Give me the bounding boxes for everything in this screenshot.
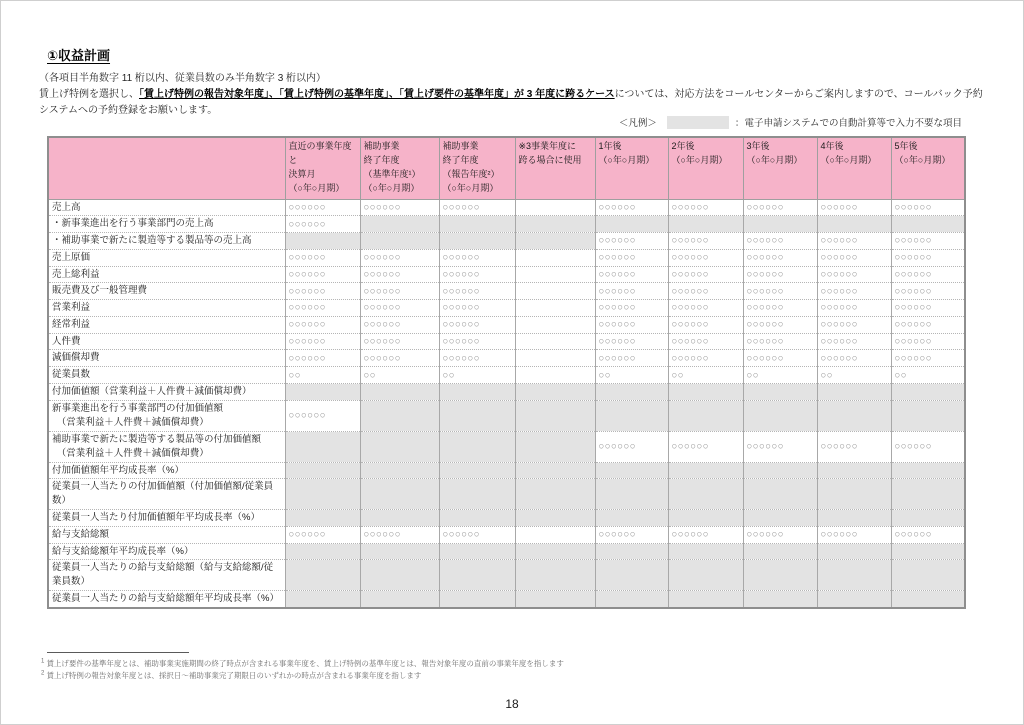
input-placeholder-cell: ○○○○○○: [891, 199, 965, 216]
auto-calc-cell: [743, 560, 817, 591]
auto-calc-cell: [439, 233, 515, 250]
input-placeholder-cell: ○○○○○○: [285, 333, 360, 350]
row-label: 減価償却費: [48, 350, 285, 367]
auto-calc-cell: [439, 509, 515, 526]
auto-calc-cell: [817, 462, 891, 479]
auto-calc-cell: [595, 560, 668, 591]
row-label: 営業利益: [48, 300, 285, 317]
table-row: [48, 383, 965, 400]
input-placeholder-cell: ○○○○○○: [891, 526, 965, 543]
auto-calc-cell: [515, 509, 595, 526]
table-row: [48, 509, 965, 526]
input-placeholder-cell: ○○○○○○: [285, 350, 360, 367]
row-label: ・新事業進出を行う事業部門の売上高: [48, 216, 285, 233]
auto-calc-cell: [439, 479, 515, 510]
input-placeholder-cell: ○○: [668, 367, 743, 384]
auto-calc-cell: [360, 216, 439, 233]
input-placeholder-cell: ○○○○○○: [743, 300, 817, 317]
auto-calc-cell: [743, 590, 817, 607]
input-placeholder-cell: ○○○○○○: [817, 431, 891, 462]
input-placeholder-cell: ○○: [439, 367, 515, 384]
table-row: [48, 560, 965, 591]
auto-calc-cell: [439, 400, 515, 431]
footnote-text: 賃上げ要件の基準年度とは、補助事業実施期間の終了時点が含まれる事業年度を、賃上げ特例の基準年度とは、報告対象年度の直前の事業年度を指します: [46, 659, 564, 668]
auto-calc-cell: [515, 462, 595, 479]
auto-calc-cell: [285, 462, 360, 479]
row-label: 給与支給総額年平均成長率（%）: [48, 543, 285, 560]
input-placeholder-cell: ○○○○○○: [285, 249, 360, 266]
auto-calc-cell: [817, 543, 891, 560]
input-placeholder-cell: ○○○○○○: [595, 233, 668, 250]
row-label: 売上原価: [48, 249, 285, 266]
auto-calc-cell: [439, 216, 515, 233]
table-header-cell: 2年後 （○年○月期）: [668, 137, 743, 199]
row-label: 売上高: [48, 199, 285, 216]
input-placeholder-cell: ○○○○○○: [743, 333, 817, 350]
auto-calc-cell: [668, 560, 743, 591]
auto-calc-cell: [515, 479, 595, 510]
input-placeholder-cell: ○○○○○○: [595, 300, 668, 317]
table-row: [48, 479, 965, 510]
input-placeholder-cell: ○○○○○○: [360, 526, 439, 543]
auto-calc-cell: [439, 543, 515, 560]
input-placeholder-cell: ○○○○○○: [360, 249, 439, 266]
auto-calc-cell: [285, 233, 360, 250]
row-label: 従業員一人当たりの給与支給総額年平均成長率（%）: [48, 590, 285, 607]
empty-cell: [515, 526, 595, 543]
table-row: [48, 316, 965, 333]
auto-calc-cell: [743, 462, 817, 479]
auto-calc-cell: [595, 462, 668, 479]
footnote-marker: 2: [41, 670, 45, 677]
row-label: 付加価値額年平均成長率（%）: [48, 462, 285, 479]
footnote-marker: 1: [41, 658, 45, 665]
row-label: 付加価値額（営業利益＋人件費＋減価償却費）: [48, 383, 285, 400]
input-placeholder-cell: ○○○○○○: [668, 526, 743, 543]
page-number: 18: [505, 697, 519, 711]
row-label: 経常利益: [48, 316, 285, 333]
table-row: [48, 199, 965, 216]
auto-calc-cell: [817, 590, 891, 607]
input-placeholder-cell: ○○○○○○: [817, 333, 891, 350]
input-placeholder-cell: ○○○○○○: [595, 249, 668, 266]
auto-calc-cell: [285, 431, 360, 462]
empty-cell: [515, 199, 595, 216]
auto-calc-cell: [891, 509, 965, 526]
input-placeholder-cell: ○○○○○○: [891, 333, 965, 350]
input-placeholder-cell: ○○○○○○: [817, 199, 891, 216]
auto-calc-cell: [360, 431, 439, 462]
input-placeholder-cell: ○○○○○○: [743, 350, 817, 367]
input-placeholder-cell: ○○○○○○: [439, 199, 515, 216]
row-label: ・補助事業で新たに製造等する製品等の売上高: [48, 233, 285, 250]
input-placeholder-cell: ○○○○○○: [595, 350, 668, 367]
auto-calc-cell: [817, 216, 891, 233]
auto-calc-cell: [515, 383, 595, 400]
auto-calc-cell: [743, 509, 817, 526]
auto-calc-cell: [668, 509, 743, 526]
auto-calc-cell: [285, 543, 360, 560]
auto-calc-cell: [743, 479, 817, 510]
auto-calc-cell: [668, 216, 743, 233]
auto-calc-cell: [360, 400, 439, 431]
table-row: [48, 216, 965, 233]
auto-calc-cell: [817, 509, 891, 526]
input-placeholder-cell: ○○○○○○: [360, 316, 439, 333]
input-placeholder-cell: ○○○○○○: [891, 431, 965, 462]
table-corner-cell: [48, 137, 285, 199]
row-label: 補助事業で新たに製造等する製品等の付加価値額 （営業利益＋人件費＋減価償却費）: [48, 431, 285, 462]
auto-calc-cell: [515, 590, 595, 607]
auto-calc-cell: [668, 462, 743, 479]
input-placeholder-cell: ○○○○○○: [743, 266, 817, 283]
table-row: [48, 367, 965, 384]
auto-calc-cell: [360, 560, 439, 591]
auto-calc-cell: [891, 400, 965, 431]
input-placeholder-cell: ○○○○○○: [817, 266, 891, 283]
auto-calc-cell: [891, 216, 965, 233]
input-placeholder-cell: ○○○○○○: [743, 283, 817, 300]
row-label: 従業員数: [48, 367, 285, 384]
input-placeholder-cell: ○○○○○○: [285, 216, 360, 233]
table-row: [48, 300, 965, 317]
input-placeholder-cell: ○○○○○○: [285, 300, 360, 317]
empty-cell: [515, 249, 595, 266]
auto-calc-cell: [817, 400, 891, 431]
intro-text-pre: 賃上げ特例を選択し、: [39, 89, 139, 100]
input-placeholder-cell: ○○○○○○: [360, 300, 439, 317]
input-placeholder-cell: ○○○○○○: [595, 316, 668, 333]
input-placeholder-cell: ○○○○○○: [285, 316, 360, 333]
auto-calc-cell: [439, 590, 515, 607]
input-placeholder-cell: ○○○○○○: [668, 283, 743, 300]
input-placeholder-cell: ○○○○○○: [360, 350, 439, 367]
table-row: [48, 431, 965, 462]
input-placeholder-cell: ○○○○○○: [285, 283, 360, 300]
input-placeholder-cell: ○○○○○○: [891, 266, 965, 283]
input-placeholder-cell: ○○○○○○: [439, 316, 515, 333]
auto-calc-cell: [360, 479, 439, 510]
legend-separator: ：: [734, 118, 745, 129]
input-placeholder-cell: ○○○○○○: [439, 300, 515, 317]
input-placeholder-cell: ○○: [891, 367, 965, 384]
table-body: [48, 199, 965, 608]
page-title: ①収益計画: [47, 48, 111, 63]
auto-calc-cell: [891, 543, 965, 560]
auto-calc-cell: [360, 383, 439, 400]
input-placeholder-cell: ○○○○○○: [817, 300, 891, 317]
auto-calc-cell: [891, 479, 965, 510]
auto-calc-cell: [668, 400, 743, 431]
auto-calc-cell: [515, 543, 595, 560]
input-placeholder-cell: ○○○○○○: [817, 350, 891, 367]
input-placeholder-cell: ○○: [595, 367, 668, 384]
auto-calc-cell: [668, 590, 743, 607]
input-placeholder-cell: ○○○○○○: [668, 350, 743, 367]
empty-cell: [515, 367, 595, 384]
input-placeholder-cell: ○○○○○○: [595, 431, 668, 462]
empty-cell: [515, 333, 595, 350]
input-placeholder-cell: ○○: [817, 367, 891, 384]
auto-calc-cell: [285, 560, 360, 591]
table-header-cell: 補助事業 終了年度 （報告年度²） （○年○月期）: [439, 137, 515, 199]
table-row: [48, 233, 965, 250]
auto-calc-cell: [360, 509, 439, 526]
empty-cell: [515, 316, 595, 333]
input-placeholder-cell: ○○○○○○: [817, 526, 891, 543]
input-placeholder-cell: ○○○○○○: [743, 431, 817, 462]
row-label: 売上総利益: [48, 266, 285, 283]
row-label: 従業員一人当たり付加価値額年平均成長率（%）: [48, 509, 285, 526]
input-placeholder-cell: ○○○○○○: [891, 350, 965, 367]
table-row: [48, 526, 965, 543]
auto-calc-cell: [595, 509, 668, 526]
auto-calc-cell: [595, 590, 668, 607]
row-label: 新事業進出を行う事業部門の付加価値額 （営業利益＋人件費＋減価償却費）: [48, 400, 285, 431]
auto-calc-cell: [515, 400, 595, 431]
legend: [619, 115, 962, 129]
table-row: [48, 333, 965, 350]
auto-calc-cell: [285, 509, 360, 526]
auto-calc-cell: [360, 233, 439, 250]
table-header-row: [48, 137, 965, 199]
auto-calc-cell: [891, 462, 965, 479]
auto-calc-cell: [360, 462, 439, 479]
auto-calc-cell: [743, 400, 817, 431]
input-placeholder-cell: ○○○○○○: [595, 333, 668, 350]
input-placeholder-cell: ○○: [285, 367, 360, 384]
auto-calc-cell: [515, 216, 595, 233]
input-placeholder-cell: ○○○○○○: [439, 350, 515, 367]
input-placeholder-cell: ○○○○○○: [285, 400, 360, 431]
auto-calc-cell: [891, 590, 965, 607]
table-row: [48, 543, 965, 560]
table-row: [48, 590, 965, 607]
input-placeholder-cell: ○○○○○○: [668, 300, 743, 317]
auto-calc-cell: [595, 383, 668, 400]
input-placeholder-cell: ○○○○○○: [668, 316, 743, 333]
empty-cell: [515, 283, 595, 300]
auto-calc-cell: [743, 216, 817, 233]
input-placeholder-cell: ○○○○○○: [743, 233, 817, 250]
input-placeholder-cell: ○○○○○○: [668, 266, 743, 283]
input-placeholder-cell: ○○○○○○: [817, 233, 891, 250]
intro-text-emphasis: 「賃上げ特例の報告対象年度」、「賃上げ特例の基準年度」、「賃上げ要件の基準年度」が 3 年度に跨るケース: [139, 89, 615, 100]
input-placeholder-cell: ○○○○○○: [439, 526, 515, 543]
table-row: [48, 400, 965, 431]
empty-cell: [515, 266, 595, 283]
auto-calc-cell: [439, 462, 515, 479]
input-placeholder-cell: ○○○○○○: [595, 266, 668, 283]
footnote: [41, 658, 841, 669]
input-placeholder-cell: ○○○○○○: [743, 316, 817, 333]
input-placeholder-cell: ○○○○○○: [743, 199, 817, 216]
table-header-cell: 4年後 （○年○月期）: [817, 137, 891, 199]
table-header-cell: 3年後 （○年○月期）: [743, 137, 817, 199]
auto-calc-cell: [515, 233, 595, 250]
auto-calc-cell: [891, 560, 965, 591]
table-row: [48, 249, 965, 266]
auto-calc-cell: [360, 590, 439, 607]
auto-calc-cell: [743, 383, 817, 400]
auto-calc-cell: [285, 383, 360, 400]
input-format-note: （各項目半角数字 11 桁以内、従業員数のみ半角数字 3 桁以内）: [39, 73, 327, 84]
auto-calc-cell: [668, 543, 743, 560]
auto-calc-cell: [817, 560, 891, 591]
auto-calc-cell: [439, 560, 515, 591]
table-header-cell: ※3事業年度に 跨る場合に使用: [515, 137, 595, 199]
auto-calc-cell: [891, 383, 965, 400]
auto-calc-cell: [360, 543, 439, 560]
input-placeholder-cell: ○○○○○○: [891, 316, 965, 333]
revenue-plan-table: [47, 136, 966, 609]
input-placeholder-cell: ○○○○○○: [360, 199, 439, 216]
auto-calc-cell: [743, 543, 817, 560]
auto-calc-cell: [817, 383, 891, 400]
input-placeholder-cell: ○○○○○○: [360, 333, 439, 350]
input-placeholder-cell: ○○○○○○: [668, 249, 743, 266]
legend-gray-swatch: [667, 116, 729, 129]
empty-cell: [515, 350, 595, 367]
auto-calc-cell: [285, 479, 360, 510]
empty-cell: [515, 300, 595, 317]
table-row: [48, 283, 965, 300]
table-header-cell: 直近の事業年度と 決算月 （○年○月期）: [285, 137, 360, 199]
input-placeholder-cell: ○○○○○○: [668, 233, 743, 250]
auto-calc-cell: [515, 560, 595, 591]
input-placeholder-cell: ○○○○○○: [891, 249, 965, 266]
auto-calc-cell: [285, 590, 360, 607]
row-label: 販売費及び一般管理費: [48, 283, 285, 300]
table-row: [48, 266, 965, 283]
footnote-separator: [47, 652, 189, 653]
input-placeholder-cell: ○○○○○○: [285, 199, 360, 216]
input-placeholder-cell: ○○○○○○: [743, 249, 817, 266]
input-placeholder-cell: ○○○○○○: [817, 249, 891, 266]
input-placeholder-cell: ○○○○○○: [595, 199, 668, 216]
table-row: [48, 462, 965, 479]
input-placeholder-cell: ○○○○○○: [439, 333, 515, 350]
auto-calc-cell: [439, 383, 515, 400]
input-placeholder-cell: ○○: [360, 367, 439, 384]
legend-description: 電子申請システムでの自動計算等で入力不要な項目: [744, 118, 962, 129]
row-label: 人件費: [48, 333, 285, 350]
table-header-cell: 1年後 （○年○月期）: [595, 137, 668, 199]
table-row: [48, 350, 965, 367]
input-placeholder-cell: ○○○○○○: [360, 266, 439, 283]
input-placeholder-cell: ○○○○○○: [891, 300, 965, 317]
row-label: 給与支給総額: [48, 526, 285, 543]
row-label: 従業員一人当たりの付加価値額（付加価値額/従業員数）: [48, 479, 285, 510]
input-placeholder-cell: ○○○○○○: [439, 249, 515, 266]
auto-calc-cell: [595, 479, 668, 510]
table-header-cell: 5年後 （○年○月期）: [891, 137, 965, 199]
auto-calc-cell: [595, 400, 668, 431]
input-placeholder-cell: ○○○○○○: [285, 266, 360, 283]
input-placeholder-cell: ○○○○○○: [743, 526, 817, 543]
input-placeholder-cell: ○○: [743, 367, 817, 384]
auto-calc-cell: [817, 479, 891, 510]
row-label: 従業員一人当たりの給与支給総額（給与支給総額/従業員数）: [48, 560, 285, 591]
auto-calc-cell: [439, 431, 515, 462]
input-placeholder-cell: ○○○○○○: [360, 283, 439, 300]
input-placeholder-cell: ○○○○○○: [891, 283, 965, 300]
legend-label: ＜凡例＞: [618, 118, 657, 129]
input-placeholder-cell: ○○○○○○: [817, 316, 891, 333]
input-placeholder-cell: ○○○○○○: [817, 283, 891, 300]
footnote: [41, 670, 841, 681]
input-placeholder-cell: ○○○○○○: [891, 233, 965, 250]
auto-calc-cell: [595, 216, 668, 233]
input-placeholder-cell: ○○○○○○: [595, 283, 668, 300]
input-placeholder-cell: ○○○○○○: [668, 199, 743, 216]
input-placeholder-cell: ○○○○○○: [439, 283, 515, 300]
intro-text-post: については、対応方法をコールセンターからご案内しますので、コールバック予約システムへの予約登録をお願いします。: [39, 89, 983, 116]
input-placeholder-cell: ○○○○○○: [668, 333, 743, 350]
table-header-cell: 補助事業 終了年度 （基準年度¹） （○年○月期）: [360, 137, 439, 199]
input-placeholder-cell: ○○○○○○: [285, 526, 360, 543]
input-placeholder-cell: ○○○○○○: [595, 526, 668, 543]
footnote-text: 賃上げ特例の報告対象年度とは、採択日～補助事業完了期限日のいずれかの時点が含まれる事業年度を指します: [46, 671, 422, 680]
auto-calc-cell: [515, 431, 595, 462]
auto-calc-cell: [668, 383, 743, 400]
auto-calc-cell: [595, 543, 668, 560]
input-placeholder-cell: ○○○○○○: [668, 431, 743, 462]
auto-calc-cell: [668, 479, 743, 510]
input-placeholder-cell: ○○○○○○: [439, 266, 515, 283]
